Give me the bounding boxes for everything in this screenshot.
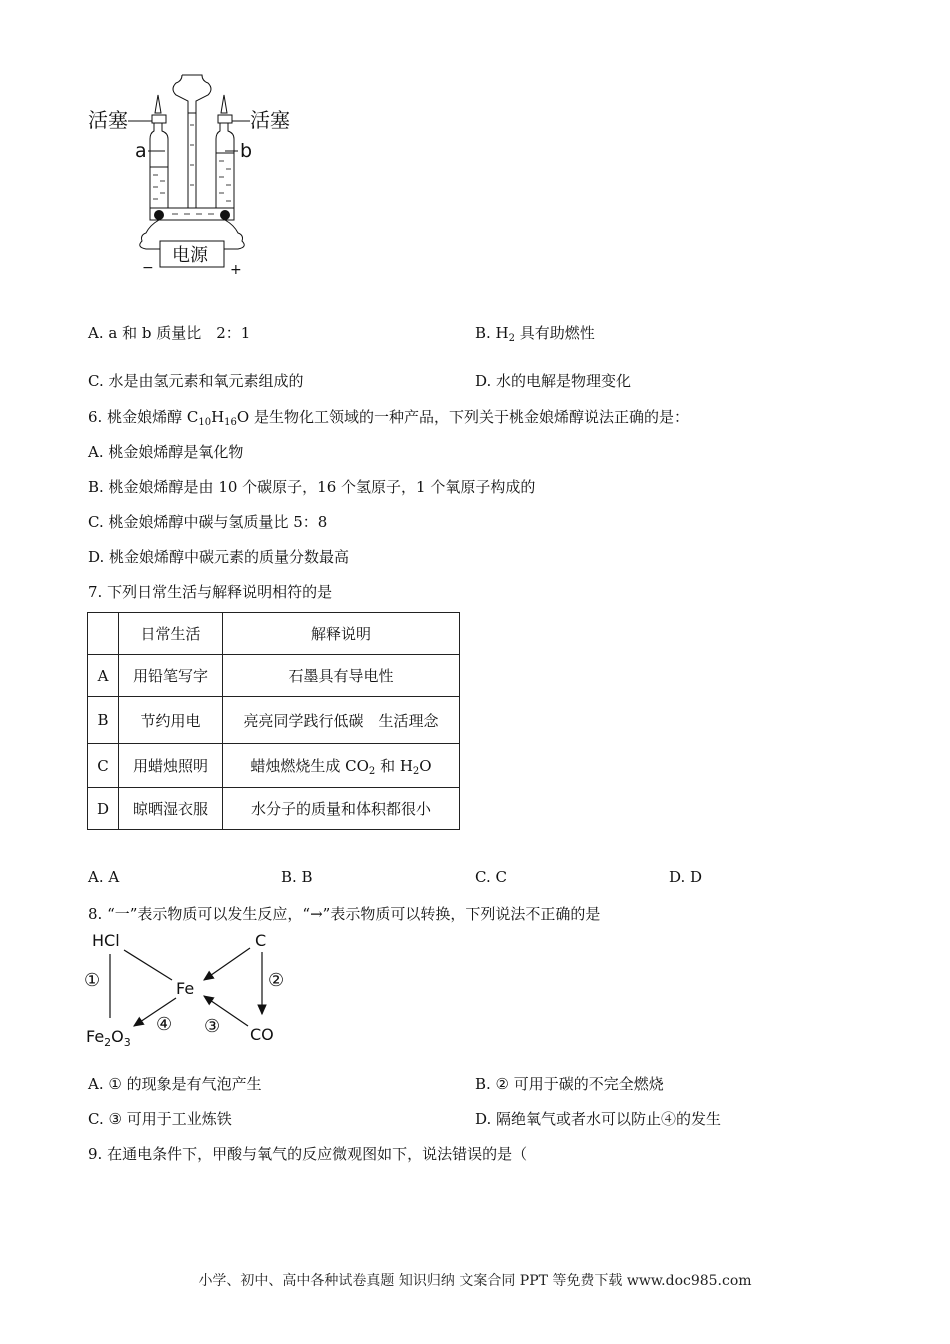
q6-option-a: A. 桃金娘烯醇是氧化物 [88,443,244,461]
q5-option-b: B. $H_2$ 具有助燃性 [475,324,595,344]
tube-a-label: a [135,140,147,162]
q9-stem: 9. 在通电条件下，甲酸与氧气的反应微观图如下，说法错误的是（ [88,1145,528,1163]
q6-stem: 6. 桃金娘烯醇 $C_{10}H_{16}O$ 是生物化工领域的一种产品，下列关于桃金娘烯醇说法正确的是： [88,408,689,428]
c-label: C [255,931,267,950]
q8-option-c: C. ③ 可用于工业炼铁 [88,1110,232,1128]
table-header-cell: 解释说明 [223,613,460,655]
q8-option-d: D. 隔绝氧气或者水可以防止④的发生 [475,1110,722,1128]
table-row [88,788,460,830]
row-key: D [88,788,119,830]
q5-option-d: D. 水的电解是物理变化 [475,372,632,390]
marker-3: ③ [204,1016,221,1037]
stopcock-left-label: 活塞 [88,108,128,132]
row-explain: 石墨具有导电性 [223,655,460,697]
page-footer: 小学、初中、高中各种试卷真题 知识归纳 文案合同 PPT 等免费下载 www.doc985.com [198,1273,752,1289]
row-key: A [88,655,119,697]
q5-option-c: C. 水是由氢元素和氧元素组成的 [88,372,304,390]
tube-b-label: b [240,140,253,162]
negative-terminal: − [142,260,154,276]
marker-1: ① [84,970,101,991]
co-label: CO [250,1025,274,1044]
power-source-label: 电源 [172,245,208,266]
row-life: 用铅笔写字 [119,655,223,697]
table-header-cell: 日常生活 [119,613,223,655]
marker-4: ④ [156,1014,173,1035]
fe-label: Fe [176,979,195,998]
row-key: B [88,697,119,744]
table-row [88,744,460,788]
table-row [88,697,460,744]
row-explain: 水分子的质量和体积都很小 [223,788,460,830]
hcl-label: HCl [92,931,120,950]
electrolysis-apparatus-figure [80,65,310,280]
stopcock-right-label: 活塞 [250,108,290,132]
q8-option-b: B. ② 可用于碳的不完全燃烧 [475,1075,664,1093]
q6-option-c: C. 桃金娘烯醇中碳与氢质量比 5：8 [88,513,328,531]
q5-option-a: A. a 和 b 质量比 2：1 [88,324,251,342]
q8-reaction-diagram [80,926,300,1054]
q6-option-d: D. 桃金娘烯醇中碳元素的质量分数最高 [88,548,350,566]
row-life: 晾晒湿衣服 [119,788,223,830]
table-row [88,655,460,697]
marker-2: ② [268,970,285,991]
row-explain: 蜡烛燃烧生成 $CO_2$ 和 $H_2O$ [223,744,460,788]
q7-option-c: C. C [475,868,507,886]
q7-table [87,612,460,830]
row-life: 用蜡烛照明 [119,744,223,788]
row-life: 节约用电 [119,697,223,744]
table-header-cell [88,613,119,655]
fe2o3-label: $Fe_2O_3$ [86,1027,131,1049]
q7-option-b: B. B [281,868,313,886]
q7-stem: 7. 下列日常生活与解释说明相符的是 [88,583,333,601]
q7-option-d: D. D [669,868,703,886]
q7-option-a: A. A [88,868,120,886]
q6-option-b: B. 桃金娘烯醇是由 10 个碳原子，16 个氢原子，1 个氧原子构成的 [88,478,536,496]
row-key: C [88,744,119,788]
table-header-row [88,613,460,655]
positive-terminal: + [230,262,242,278]
q8-option-a: A. ① 的现象是有气泡产生 [88,1075,262,1093]
row-explain: 亮亮同学践行低碳 生活理念 [223,697,460,744]
q8-stem: 8. “一”表示物质可以发生反应，“→”表示物质可以转换，下列说法不正确的是 [88,905,601,923]
